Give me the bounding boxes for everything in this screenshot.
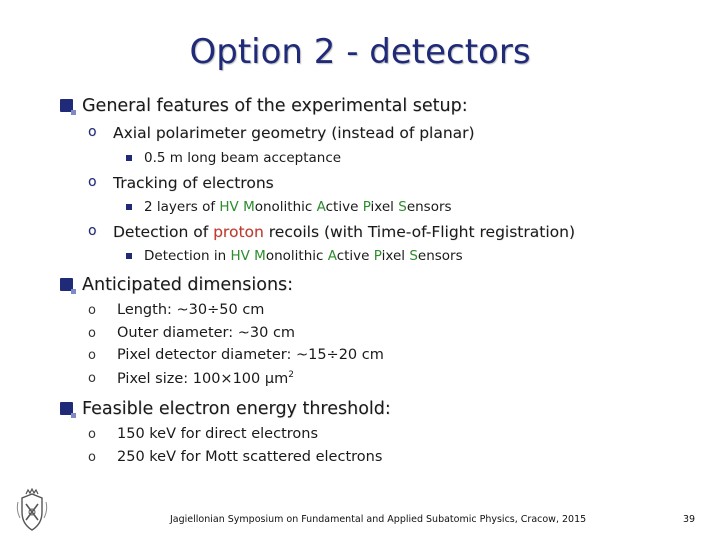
list-item-direct-electrons: [88, 426, 318, 442]
list-item-text: Pixel detector diameter: ~15÷20 cm: [117, 347, 384, 363]
sub-item-text: Detection in HV Monolithic Active Pixel Sensors: [144, 248, 463, 264]
section-heading: Feasible electron energy threshold:: [82, 399, 391, 419]
slide-title: Option 2 - detectors: [189, 32, 531, 72]
circle-bullet-icon: o: [88, 348, 96, 363]
square-bullet-icon: [60, 402, 73, 415]
list-item-outer-diameter: [88, 325, 295, 341]
list-item-axial-geometry: [88, 124, 475, 142]
sub-item-text: 2 layers of HV Monolithic Active Pixel Sensors: [144, 199, 452, 215]
circle-bullet-icon: o: [88, 427, 96, 442]
list-item-text: Length: ~30÷50 cm: [117, 302, 265, 318]
section-general-features: [60, 96, 468, 116]
small-square-bullet-icon: [126, 253, 132, 259]
footer-text: Jagiellonian Symposium on Fundamental and Applied Subatomic Physics, Cracow, 2015: [170, 514, 587, 525]
circle-bullet-icon: o: [88, 174, 97, 190]
square-bullet-icon: [60, 99, 73, 112]
square-bullet-icon: [60, 278, 73, 291]
sub-item-hv-maps-detection: [126, 248, 463, 264]
sub-item-hv-maps-layers: [126, 199, 452, 215]
circle-bullet-icon: o: [88, 326, 96, 341]
list-item-text: 150 keV for direct electrons: [117, 426, 319, 442]
section-anticipated-dimensions: [60, 275, 293, 295]
list-item-pixel-size: [88, 370, 294, 387]
university-crest-icon: [14, 488, 50, 532]
list-item-mott-electrons: [88, 449, 382, 465]
section-heading: General features of the experimental setup:: [82, 96, 468, 116]
circle-bullet-icon: o: [88, 371, 96, 386]
list-item-proton-detection: [88, 223, 575, 241]
list-item-text: Pixel size: 100×100 $\mu m^2$: [117, 370, 294, 387]
list-item-text: Axial polarimeter geometry (instead of planar): [113, 124, 475, 142]
list-item-text: Detection of proton recoils (with Time-of-Flight registration): [113, 223, 575, 241]
section-energy-threshold: [60, 399, 391, 419]
circle-bullet-icon: o: [88, 223, 97, 239]
list-item-text: Outer diameter: ~30 cm: [117, 325, 296, 341]
section-heading: Anticipated dimensions:: [82, 275, 294, 295]
list-item-tracking: [88, 174, 274, 192]
sub-item-beam-acceptance: [126, 150, 341, 166]
small-square-bullet-icon: [126, 155, 132, 161]
small-square-bullet-icon: [126, 204, 132, 210]
list-item-text: 250 keV for Mott scattered electrons: [117, 449, 383, 465]
circle-bullet-icon: o: [88, 303, 96, 318]
list-item-text: Tracking of electrons: [113, 174, 274, 192]
list-item-length: [88, 302, 264, 318]
sub-item-text: 0.5 m long beam acceptance: [144, 150, 342, 166]
circle-bullet-icon: o: [88, 450, 96, 465]
page-number: 39: [683, 514, 696, 525]
list-item-pixel-detector-diameter: [88, 347, 384, 363]
circle-bullet-icon: o: [88, 124, 97, 140]
